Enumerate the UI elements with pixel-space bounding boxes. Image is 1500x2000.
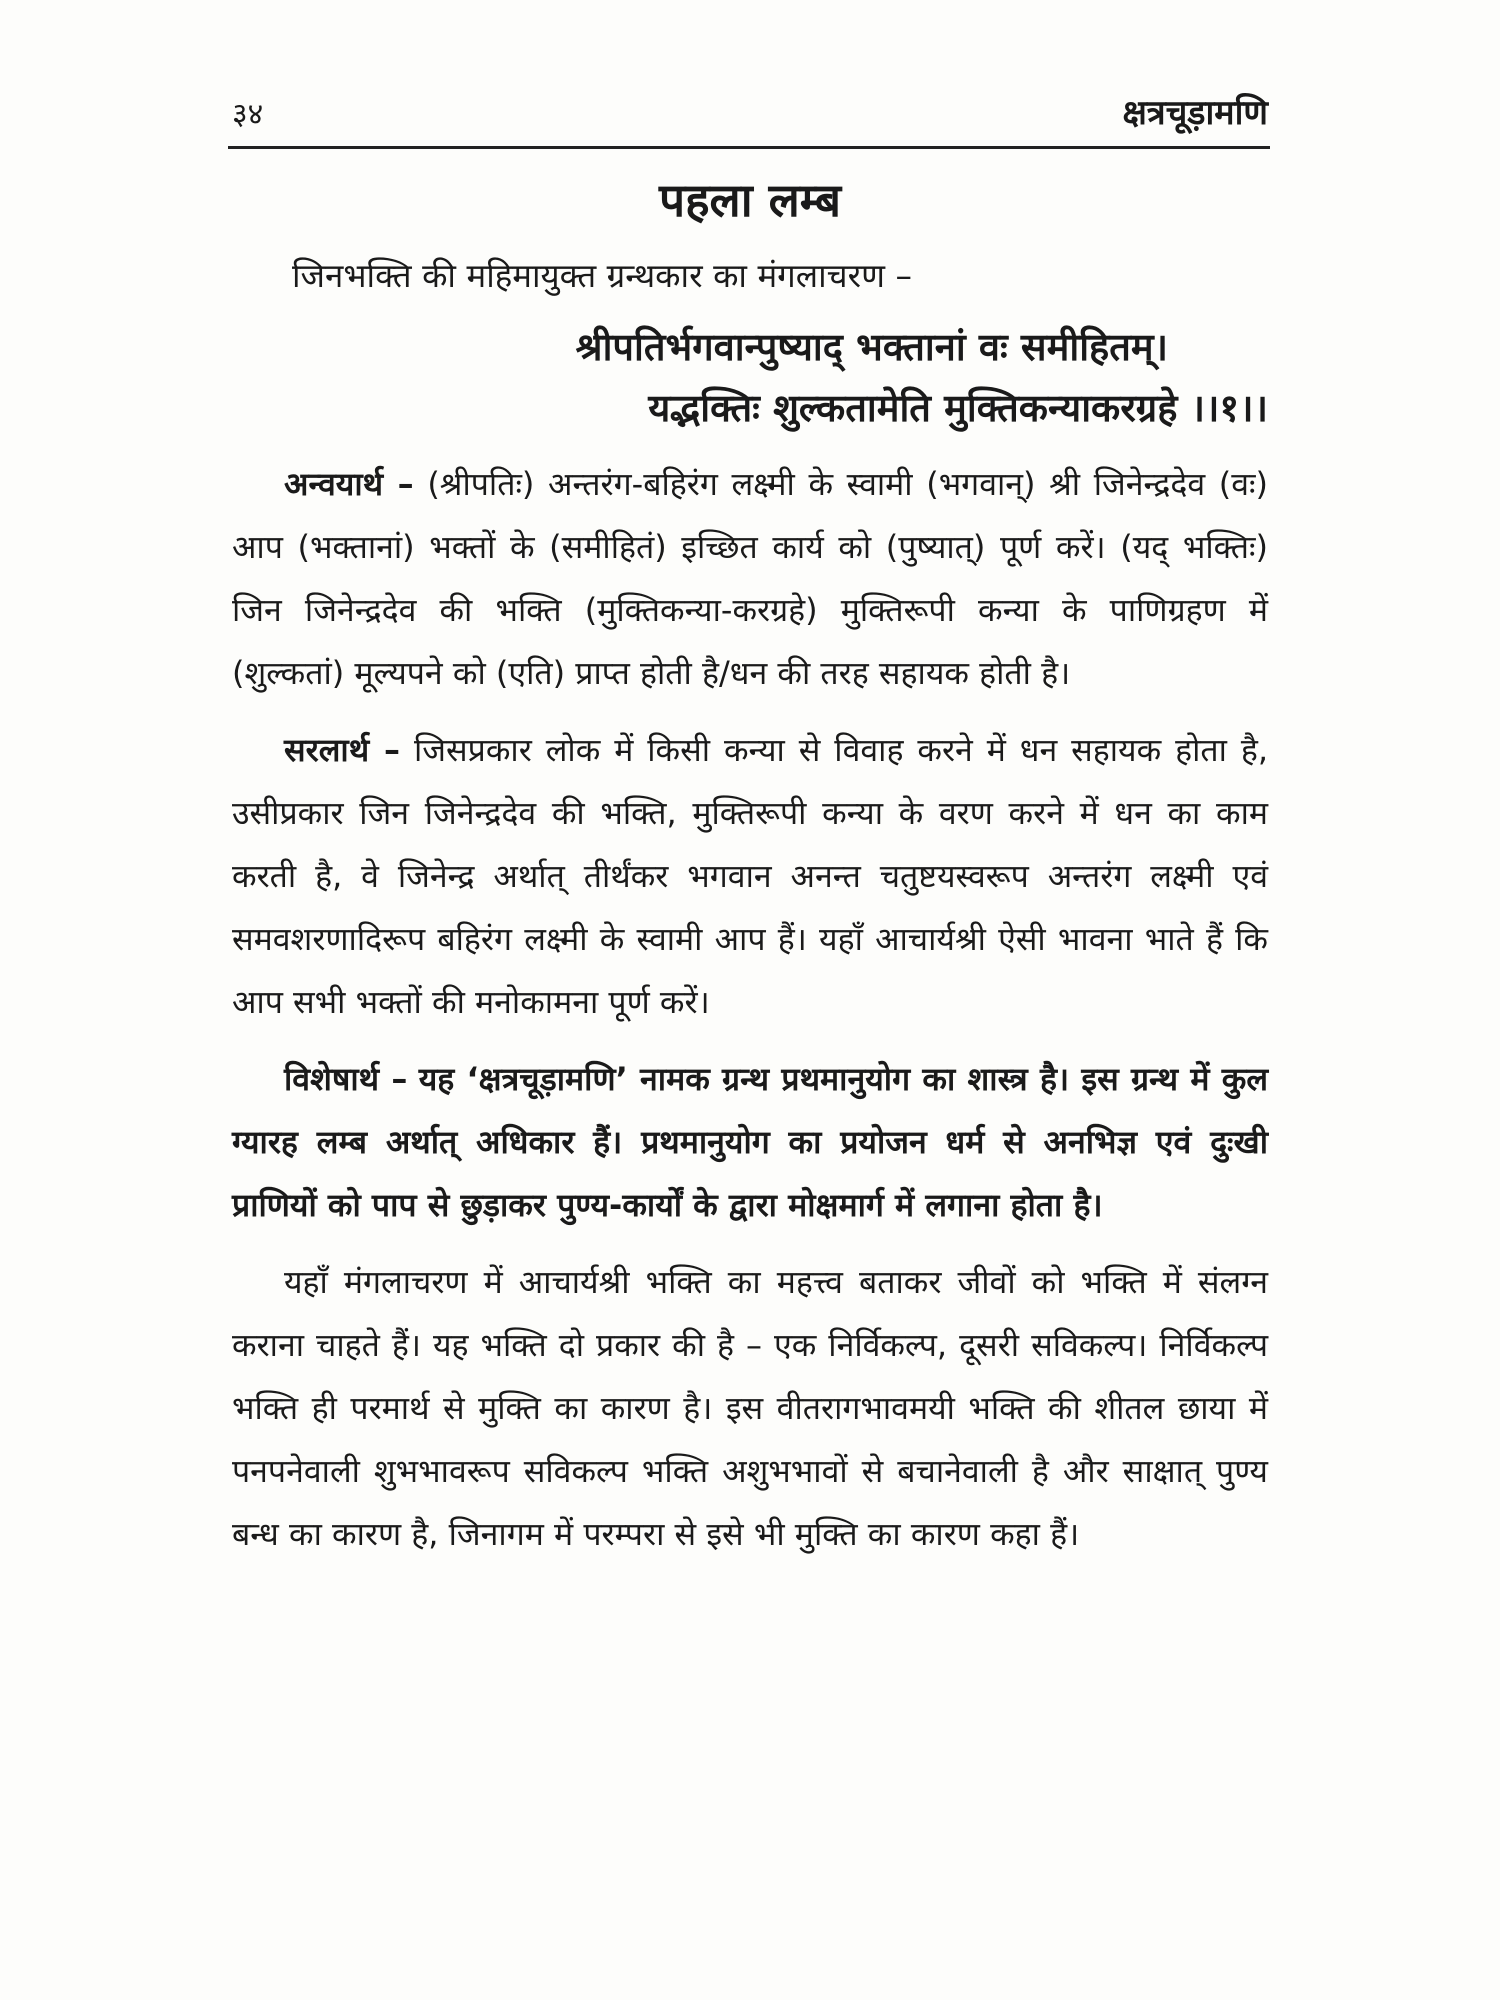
page-header xyxy=(232,88,1268,148)
saralartha-paragraph xyxy=(232,719,1268,1034)
saralartha-text: जिसप्रकार लोक में किसी कन्या से विवाह करने में धन सहायक होता है, उसीप्रकार जिन जिनेन्द्रदेव की भक्ति, मुक्तिरूपी कन्या के वरण करने में धन का काम करती है, वे जिनेन्द्र अर्थात् तीर्थंकर भगवान अनन्त चतुष्टयस्वरूप अन्तरंग लक्ष्मी एवं समवशरणादिरूप बहिरंग लक्ष्मी के स्वामी आप हैं। यहाँ आचार्यश्री ऐसी भावना भाते हैं कि आप सभी भक्तों की मनोकामना पूर्ण करें। xyxy=(232,730,1268,1021)
chapter-title: पहला लम्ब xyxy=(658,173,842,227)
sanskrit-verse xyxy=(232,317,1268,439)
anvayartha-paragraph xyxy=(232,453,1268,705)
page-content xyxy=(232,168,1268,1580)
verse-line-2: यद्भक्तिः शुल्कतामेति मुक्तिकन्याकरग्रहे ।।१।। xyxy=(648,385,1268,430)
section-heading: जिनभक्ति की महिमायुक्त ग्रन्थकार का मंगलाचरण – xyxy=(292,256,912,296)
verse-line-1: श्रीपतिर्भगवान्पुष्याद् भक्तानां वः समीहितम्। xyxy=(575,325,1168,370)
visheshartha-text: यह ‘क्षत्रचूड़ामणि’ नामक ग्रन्थ प्रथमानुयोग का शास्त्र है। इस ग्रन्थ में कुल ग्यारह लम्ब अर्थात् अधिकार हैं। प्रथमानुयोग का प्रयोजन धर्म से अनभिज्ञ एवं दुःखी प्राणियों को पाप से छुड़ाकर पुण्य-कार्यों के द्वारा मोक्षमार्ग में लगाना होता है। xyxy=(232,1059,1269,1224)
header-rule xyxy=(228,146,1270,149)
anvayartha-text: (श्रीपतिः) अन्तरंग-बहिरंग लक्ष्मी के स्वामी (भगवान्) श्री जिनेन्द्रदेव (वः) आप (भक्तानां) भक्तों के (समीहितं) इच्छित कार्य को (पुष्यात्) पूर्ण करें। (यद् भक्तिः) जिन जिनेन्द्रदेव की भक्ति (मुक्तिकन्या-करग्रहे) मुक्तिरूपी कन्या के पाणिग्रहण में (शुल्कतां) मूल्यपने को (एति) प्राप्त होती है/धन की तरह सहायक होती है। xyxy=(232,464,1268,692)
running-book-title: क्षत्रचूड़ामणि xyxy=(1122,93,1268,133)
closing-paragraph: यहाँ मंगलाचरण में आचार्यश्री भक्ति का महत्त्व बताकर जीवों को भक्ति में संलग्न कराना चाहते हैं। यह भक्ति दो प्रकार की है – एक निर्विकल्प, दूसरी सविकल्प। निर्विकल्प भक्ति ही परमार्थ से मुक्ति का कारण है। इस वीतरागभावमयी भक्ति की शीतल छाया में पनपनेवाली शुभभावरूप सविकल्प भक्ति अशुभभावों से बचानेवाली है और साक्षात् पुण्य बन्ध का कारण है, जिनागम में परम्परा से इसे भी मुक्ति का कारण कहा हैं। xyxy=(232,1262,1268,1553)
visheshartha-paragraph xyxy=(232,1048,1268,1237)
page-number: ३४ xyxy=(232,97,264,132)
saralartha-label: सरलार्थ – xyxy=(284,730,401,769)
anvayartha-label: अन्वयार्थ – xyxy=(284,464,414,503)
visheshartha-label: विशेषार्थ – xyxy=(284,1059,408,1098)
